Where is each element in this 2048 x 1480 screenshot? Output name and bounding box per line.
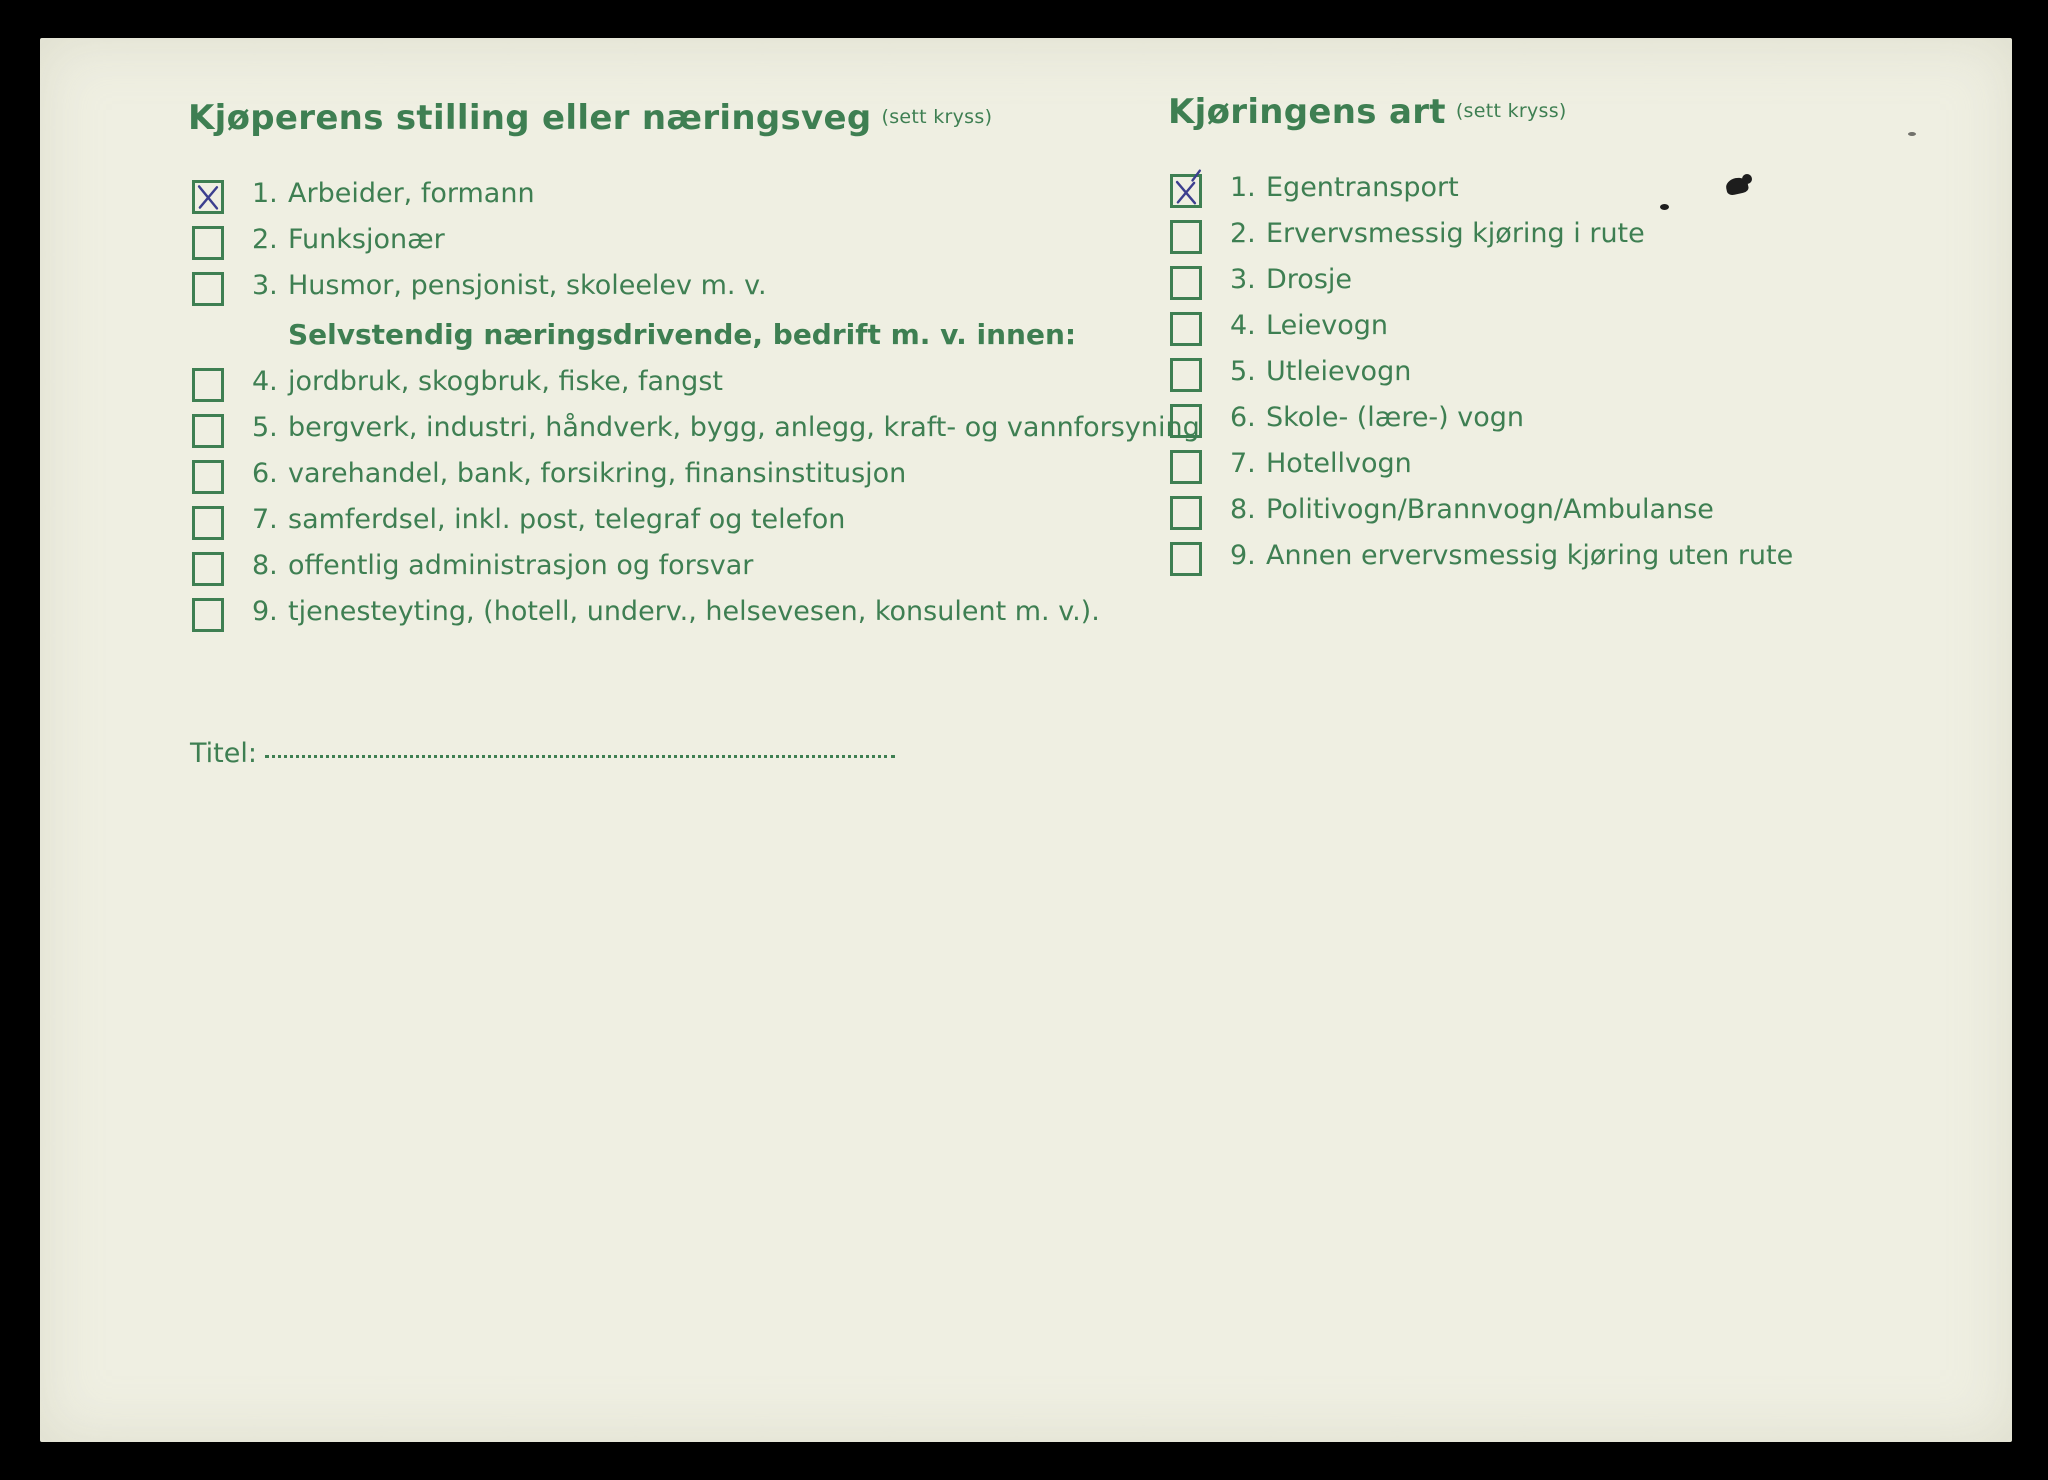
title-field-dotted-line[interactable] [265,755,895,758]
left-heading-note: (sett kryss) [881,106,993,128]
left-section-heading [188,98,992,138]
ink-speck [1742,174,1752,184]
left-sub-item-7-label: samferdsel, inkl. post, telegraf og telefon [288,504,846,535]
pen-cross-mark-icon [195,183,221,211]
right-section-heading [1168,92,1567,132]
right-item-7-checkbox[interactable] [1170,450,1202,484]
left-sub-item-8-number: 8. [252,550,278,581]
right-item-5-label: Utleievogn [1266,356,1412,387]
left-sub-item-6-number: 6. [252,458,278,489]
left-sub-item-9-label: tjenesteyting, (hotell, underv., helsevesen, konsulent m. v.). [288,596,1100,627]
right-item-3-label: Drosje [1266,264,1352,295]
right-item-1-label: Egentransport [1266,172,1459,203]
left-item-1-number: 1. [252,178,278,209]
right-item-6-label: Skole- (lære-) vogn [1266,402,1525,433]
left-sub-item-8-checkbox[interactable] [192,552,224,586]
right-item-9-number: 9. [1230,540,1256,571]
ink-speck [1908,132,1916,136]
ink-speck [1660,204,1669,210]
left-sub-item-4-number: 4. [252,366,278,397]
right-item-4-checkbox[interactable] [1170,312,1202,346]
left-item-1-checkbox[interactable] [192,180,224,214]
left-sub-item-4-label: jordbruk, skogbruk, fiske, fangst [288,366,723,397]
right-item-8-checkbox[interactable] [1170,496,1202,530]
left-sub-item-7-number: 7. [252,504,278,535]
left-item-3-label: Husmor, pensjonist, skoleelev m. v. [288,270,767,301]
left-item-2-label: Funksjonær [288,224,445,255]
right-item-8-number: 8. [1230,494,1256,525]
right-item-7-label: Hotellvogn [1266,448,1412,479]
left-sub-item-4-checkbox[interactable] [192,368,224,402]
left-item-2-checkbox[interactable] [192,226,224,260]
right-heading-text: Kjøringens art [1168,92,1446,132]
right-item-4-label: Leievogn [1266,310,1389,341]
left-item-2-number: 2. [252,224,278,255]
title-field-label: Titel: [190,738,257,769]
right-item-1-number: 1. [1230,172,1256,203]
left-item-3-number: 3. [252,270,278,301]
right-item-9-checkbox[interactable] [1170,542,1202,576]
right-item-1-checkbox[interactable] [1170,174,1202,208]
title-field [190,738,895,769]
right-item-8-label: Politivogn/Brannvogn/Ambulanse [1266,494,1714,525]
left-sub-item-7-checkbox[interactable] [192,506,224,540]
right-item-4-number: 4. [1230,310,1256,341]
pen-cross-mark-icon [1173,177,1199,205]
right-item-2-label: Ervervsmessig kjøring i rute [1266,218,1645,249]
right-item-5-checkbox[interactable] [1170,358,1202,392]
right-item-5-number: 5. [1230,356,1256,387]
right-item-2-checkbox[interactable] [1170,220,1202,254]
left-subheading-text: Selvstendig næringsdrivende, bedrift m. v. innen: [288,318,1077,351]
left-sub-item-9-number: 9. [252,596,278,627]
right-item-7-number: 7. [1230,448,1256,479]
left-sub-item-5-label: bergverk, industri, håndverk, bygg, anlegg, kraft- og vannforsyning [288,412,1200,443]
left-item-3-checkbox[interactable] [192,272,224,306]
left-sub-item-5-number: 5. [252,412,278,443]
left-item-1-label: Arbeider, formann [288,178,535,209]
left-sub-item-9-checkbox[interactable] [192,598,224,632]
left-sub-item-8-label: offentlig administrasjon og forsvar [288,550,754,581]
right-item-6-checkbox[interactable] [1170,404,1202,438]
left-sub-item-6-checkbox[interactable] [192,460,224,494]
right-item-9-label: Annen ervervsmessig kjøring uten rute [1266,540,1794,571]
left-sub-item-5-checkbox[interactable] [192,414,224,448]
form-card [40,38,2012,1442]
right-item-6-number: 6. [1230,402,1256,433]
left-sub-item-6-label: varehandel, bank, forsikring, finansinstitusjon [288,458,907,489]
right-heading-note: (sett kryss) [1455,100,1567,122]
right-item-3-number: 3. [1230,264,1256,295]
right-item-2-number: 2. [1230,218,1256,249]
right-item-3-checkbox[interactable] [1170,266,1202,300]
left-heading-text: Kjøperens stilling eller næringsveg [188,98,872,138]
